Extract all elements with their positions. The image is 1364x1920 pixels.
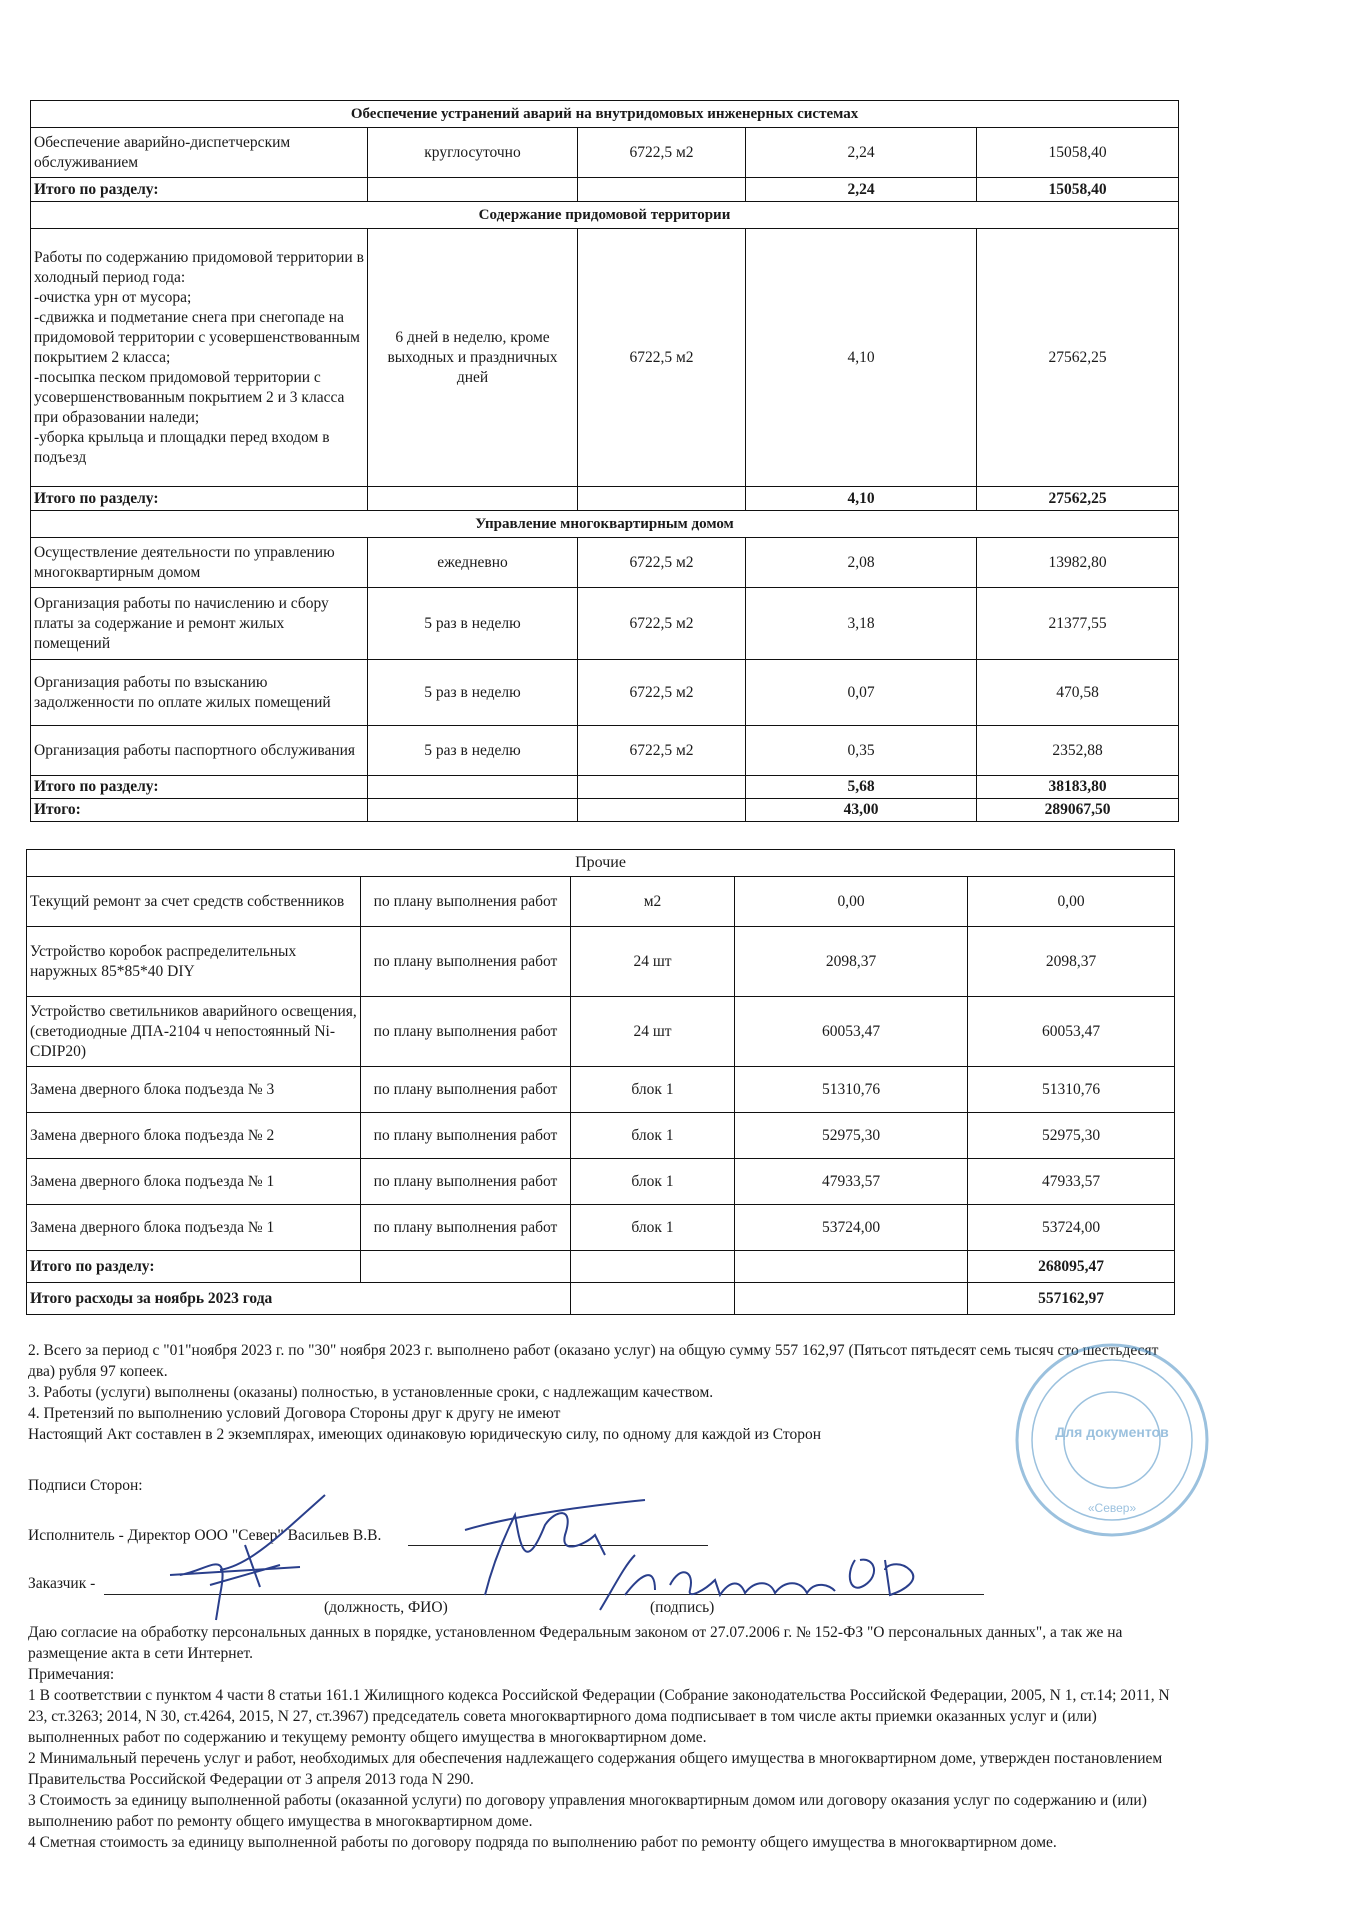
statement-total: 2. Всего за период с "01"ноября 2023 г. по "30" ноября 2023 г. выполнено работ (оказано услуг) на общую сумму 557 162,97 (Пятьсот пятьдесят семь тысяч сто шестьдесят два) рубля 97 копеек. bbox=[28, 1342, 1159, 1380]
service-sum: 27562,25 bbox=[977, 229, 1179, 487]
section-header-row bbox=[27, 850, 1175, 877]
table-row bbox=[27, 997, 1175, 1067]
service-sum: 2352,88 bbox=[977, 726, 1179, 776]
work-name: Замена дверного блока подъезда № 1 bbox=[27, 1205, 361, 1251]
other-works-table bbox=[26, 849, 1175, 1315]
executor-label: Исполнитель - Директор ООО "Север" Васильев В.В. bbox=[28, 1527, 382, 1544]
work-name: Замена дверного блока подъезда № 2 bbox=[27, 1113, 361, 1159]
total-sum: 15058,40 bbox=[977, 178, 1179, 202]
total-label: Итого по разделу: bbox=[27, 1251, 361, 1283]
work-unit-price: 2098,37 bbox=[735, 927, 968, 997]
total-sum: 268095,47 bbox=[968, 1251, 1175, 1283]
total-label: Итого по разделу: bbox=[31, 178, 368, 202]
remark-3: 3 Стоимость за единицу выполненной работы (оказанной услуги) по договору управления многоквартирным домом или договору оказания услуг по содержанию и (или) выполнению работ по ремонту общего имущества в многоквартирном доме. bbox=[28, 1792, 1147, 1830]
work-quantity: блок 1 bbox=[571, 1159, 735, 1205]
work-unit-price: 0,00 bbox=[735, 877, 968, 927]
service-sum: 15058,40 bbox=[977, 128, 1179, 178]
work-name: Устройство коробок распределительных наружных 85*85*40 DIY bbox=[27, 927, 361, 997]
position-caption: (должность, ФИО) bbox=[324, 1599, 448, 1616]
grand-total-label: Итого: bbox=[31, 799, 368, 822]
service-sum: 470,58 bbox=[977, 660, 1179, 726]
grand-total-price: 43,00 bbox=[746, 799, 977, 822]
work-unit-price: 60053,47 bbox=[735, 997, 968, 1067]
service-name: Организация работы по взысканию задолженности по оплате жилых помещений bbox=[31, 660, 368, 726]
service-line: Работы по содержанию придомовой территории в холодный период года: bbox=[34, 248, 364, 286]
work-name: Замена дверного блока подъезда № 1 bbox=[27, 1159, 361, 1205]
work-sum: 53724,00 bbox=[968, 1205, 1175, 1251]
work-frequency: по плану выполнения работ bbox=[361, 1205, 571, 1251]
service-name-multiline bbox=[31, 229, 368, 487]
service-unit-price: 4,10 bbox=[746, 229, 977, 487]
service-unit-price: 0,07 bbox=[746, 660, 977, 726]
grand-total-sum: 289067,50 bbox=[977, 799, 1179, 822]
consent-text: Даю согласие на обработку персональных данных в порядке, установленном Федеральным законом от 27.07.2006 г. № 152-ФЗ "О персональных данных", а так же на размещение акта в сети Интернет. bbox=[28, 1624, 1123, 1662]
work-quantity: 24 шт bbox=[571, 997, 735, 1067]
section-total-row bbox=[27, 1251, 1175, 1283]
remarks-heading: Примечания: bbox=[28, 1666, 115, 1683]
total-price: 5,68 bbox=[746, 776, 977, 799]
work-name: Замена дверного блока подъезда № 3 bbox=[27, 1067, 361, 1113]
stamp-bottom-text: «Север» bbox=[1087, 1501, 1137, 1515]
table-row bbox=[31, 538, 1179, 588]
section-total-row bbox=[31, 178, 1179, 202]
work-quantity: 24 шт bbox=[571, 927, 735, 997]
section-total-row bbox=[31, 776, 1179, 799]
work-frequency: по плану выполнения работ bbox=[361, 997, 571, 1067]
total-sum: 27562,25 bbox=[977, 487, 1179, 511]
signature-scribble-right bbox=[595, 1545, 955, 1615]
service-quantity: 6722,5 м2 bbox=[578, 538, 746, 588]
section-header-row bbox=[31, 101, 1179, 128]
service-quantity: 6722,5 м2 bbox=[578, 128, 746, 178]
table-row bbox=[27, 1067, 1175, 1113]
work-sum: 47933,57 bbox=[968, 1159, 1175, 1205]
month-total-label: Итого расходы за ноябрь 2023 года bbox=[27, 1283, 571, 1315]
table-row bbox=[31, 588, 1179, 660]
work-sum: 0,00 bbox=[968, 877, 1175, 927]
work-frequency: по плану выполнения работ bbox=[361, 1113, 571, 1159]
service-frequency: 5 раз в неделю bbox=[368, 726, 578, 776]
service-frequency: 5 раз в неделю bbox=[368, 588, 578, 660]
table-row bbox=[31, 726, 1179, 776]
work-sum: 60053,47 bbox=[968, 997, 1175, 1067]
total-sum: 38183,80 bbox=[977, 776, 1179, 799]
services-table bbox=[30, 100, 1179, 822]
month-total-row bbox=[27, 1283, 1175, 1315]
service-sum: 13982,80 bbox=[977, 538, 1179, 588]
statement-copies: Настоящий Акт составлен в 2 экземплярах, имеющих одинаковую юридическую силу, по одному для каждой из Сторон bbox=[28, 1426, 822, 1443]
total-price: 4,10 bbox=[746, 487, 977, 511]
service-quantity: 6722,5 м2 bbox=[578, 588, 746, 660]
table-row bbox=[27, 927, 1175, 997]
work-unit-price: 53724,00 bbox=[735, 1205, 968, 1251]
signature-caption: (подпись) bbox=[650, 1599, 715, 1616]
section-title: Прочие bbox=[27, 850, 1175, 877]
work-sum: 51310,76 bbox=[968, 1067, 1175, 1113]
organization-stamp bbox=[1012, 1340, 1212, 1540]
remark-1: 1 В соответствии с пунктом 4 части 8 статьи 161.1 Жилищного кодекса Российской Федерации (Собрание законодательства Российской Федерации, 2005, N 1, ст.14; 2011, N 23, ст.3263; 2014, N 30, ст.4264, 2015, N 27, ст.3967) председатель совета многоквартирного дома подписывает в том числе акты приемки оказанных услуг и (или) выполненных работ по содержанию и текущему ремонту общего имущества в многоквартирном доме. bbox=[28, 1687, 1170, 1746]
total-label: Итого по разделу: bbox=[31, 776, 368, 799]
service-line: -очистка урн от мусора; bbox=[34, 288, 192, 306]
work-unit-price: 52975,30 bbox=[735, 1113, 968, 1159]
work-name: Текущий ремонт за счет средств собственников bbox=[27, 877, 361, 927]
section-title: Управление многоквартирным домом bbox=[31, 511, 1179, 538]
service-sum: 21377,55 bbox=[977, 588, 1179, 660]
customer-label: Заказчик - bbox=[28, 1575, 96, 1592]
table-row bbox=[27, 1159, 1175, 1205]
work-unit-price: 47933,57 bbox=[735, 1159, 968, 1205]
grand-total-row bbox=[31, 799, 1179, 822]
stamp-center-text: Для документов bbox=[1055, 1424, 1169, 1440]
work-quantity: м2 bbox=[571, 877, 735, 927]
service-frequency: ежедневно bbox=[368, 538, 578, 588]
month-total-sum: 557162,97 bbox=[968, 1283, 1175, 1315]
service-name: Осуществление деятельности по управлению многоквартирным домом bbox=[31, 538, 368, 588]
section-header-row bbox=[31, 511, 1179, 538]
statement-claims: 4. Претензий по выполнению условий Договора Стороны друг к другу не имеют bbox=[28, 1405, 561, 1422]
section-title: Обеспечение устранений аварий на внутридомовых инженерных системах bbox=[31, 101, 1179, 128]
service-name: Обеспечение аварийно-диспетчерским обслуживанием bbox=[31, 128, 368, 178]
work-sum: 2098,37 bbox=[968, 927, 1175, 997]
signature-scribble-left bbox=[150, 1475, 370, 1625]
service-unit-price: 0,35 bbox=[746, 726, 977, 776]
statement-quality: 3. Работы (услуги) выполнены (оказаны) полностью, в установленные сроки, с надлежащим качеством. bbox=[28, 1384, 714, 1401]
service-frequency: 5 раз в неделю bbox=[368, 660, 578, 726]
remark-4: 4 Сметная стоимость за единицу выполненной работы по договору подряда по выполнению работ по ремонту общего имущества в многоквартирном доме. bbox=[28, 1834, 1057, 1851]
work-frequency: по плану выполнения работ bbox=[361, 1067, 571, 1113]
signatures-heading: Подписи Сторон: bbox=[28, 1477, 143, 1494]
total-price: 2,24 bbox=[746, 178, 977, 202]
table-row bbox=[31, 128, 1179, 178]
section-title: Содержание придомовой территории bbox=[31, 202, 1179, 229]
service-name: Организация работы паспортного обслуживания bbox=[31, 726, 368, 776]
service-unit-price: 2,24 bbox=[746, 128, 977, 178]
work-quantity: блок 1 bbox=[571, 1205, 735, 1251]
work-quantity: блок 1 bbox=[571, 1113, 735, 1159]
consent-and-remarks bbox=[28, 1622, 1188, 1853]
work-name: Устройство светильников аварийного освещения, (светодиодные ДПА-2104 ч непостоянный Ni-CDIP20) bbox=[27, 997, 361, 1067]
service-unit-price: 3,18 bbox=[746, 588, 977, 660]
service-quantity: 6722,5 м2 bbox=[578, 726, 746, 776]
table-row bbox=[31, 660, 1179, 726]
service-line: -сдвижка и подметание снега при снегопаде на придомовой территории с усовершенствованным покрытием 2 класса; bbox=[34, 308, 360, 366]
section-header-row bbox=[31, 202, 1179, 229]
work-frequency: по плану выполнения работ bbox=[361, 1159, 571, 1205]
service-name: Организация работы по начислению и сбору платы за содержание и ремонт жилых помещений bbox=[31, 588, 368, 660]
remark-2: 2 Минимальный перечень услуг и работ, необходимых для обеспечения надлежащего содержания общего имущества в многоквартирном доме, утвержден постановлением Правительства Российской Федерации от 3 апреля 2013 года N 290. bbox=[28, 1750, 1163, 1788]
table-row bbox=[27, 1205, 1175, 1251]
table-row bbox=[27, 877, 1175, 927]
service-frequency: 6 дней в неделю, кроме выходных и праздничных дней bbox=[368, 229, 578, 487]
work-sum: 52975,30 bbox=[968, 1113, 1175, 1159]
service-unit-price: 2,08 bbox=[746, 538, 977, 588]
service-quantity: 6722,5 м2 bbox=[578, 229, 746, 487]
service-line: -уборка крыльца и площадки перед входом в подъезд bbox=[34, 428, 330, 466]
service-frequency: круглосуточно bbox=[368, 128, 578, 178]
service-quantity: 6722,5 м2 bbox=[578, 660, 746, 726]
total-label: Итого по разделу: bbox=[31, 487, 368, 511]
work-frequency: по плану выполнения работ bbox=[361, 927, 571, 997]
work-frequency: по плану выполнения работ bbox=[361, 877, 571, 927]
section-total-row bbox=[31, 487, 1179, 511]
work-unit-price: 51310,76 bbox=[735, 1067, 968, 1113]
service-line: -посыпка песком придомовой территории с усовершенствованным покрытием 2 и 3 класса при образовании наледи; bbox=[34, 368, 345, 426]
table-row bbox=[27, 1113, 1175, 1159]
work-quantity: блок 1 bbox=[571, 1067, 735, 1113]
table-row bbox=[31, 229, 1179, 487]
